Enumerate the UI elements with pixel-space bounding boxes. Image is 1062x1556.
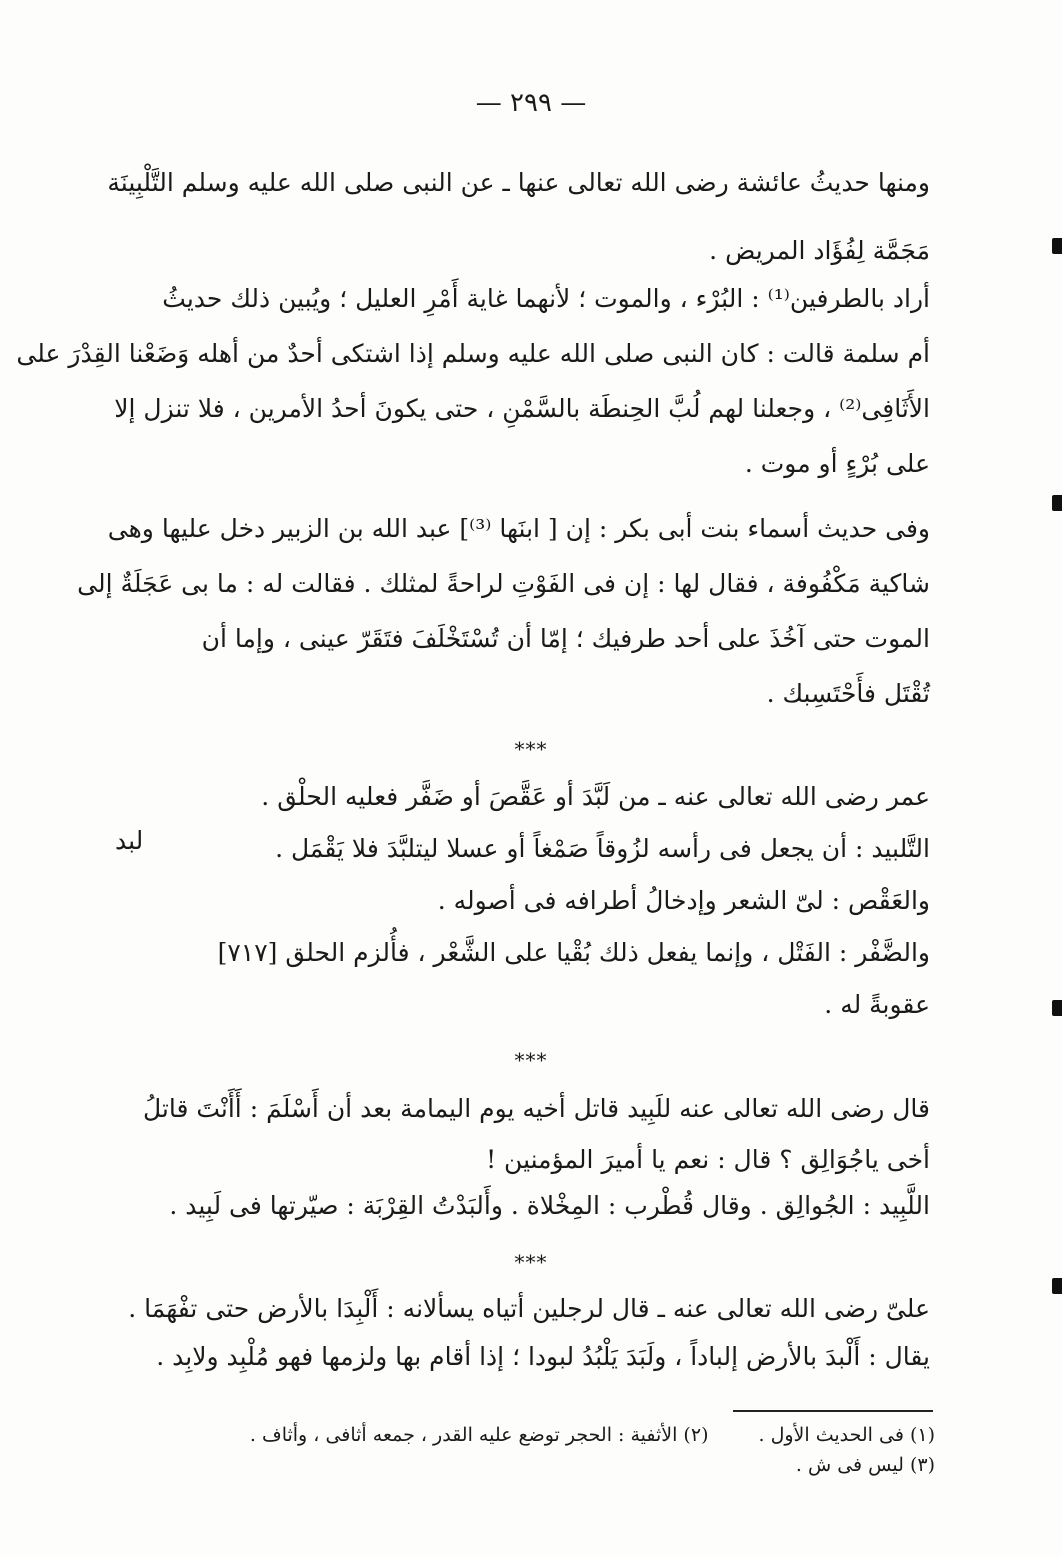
paragraph-asma-hadith [77,512,930,711]
paragraph-labid [142,1092,930,1223]
text-line: على بُرْءٍ أو موت . [744,449,930,478]
text-line: اللَّبِيد : الجُوالِق . وقال قُطْرب : المِخْلاة . وأَلبَدْتُ القِرْبَة : صيّرتها فى لَبِيد . [169,1191,930,1220]
footnote-rule [733,1410,933,1412]
text-line: عقوبةً له . [824,990,930,1019]
paragraph-aisha-hadith [107,166,930,268]
paragraph-ali-albida [128,1292,930,1374]
text-line: وفى حديث أسماء بنت أبى بكر : إن [ ابنَها ⁽³⁾] عبد الله بن الزبير دخل عليها وهى [107,514,930,543]
scan-edge-mark [1052,1278,1062,1294]
page-number: — ٢٩٩ — [475,88,587,118]
section-separator: *** [514,1250,548,1274]
text-line: يقال : أَلْبدَ بالأرض إلباداً ، ولَبَدَ يَلْبُدُ لبودا ؛ إذا أقام بها ولزمها فهو مُلْبِد ولابِد . [156,1342,930,1371]
text-line: الموت حتى آخُذَ على أحد طرفيك ؛ إمّا أن تُسْتَخْلَفَ فتَقَرّ عينى ، وإما أن [201,624,930,653]
footnote-2: (٢) الأثفية : الحجر توضع عليه القدر ، جمعه أثافى ، وأثاف . [249,1424,709,1446]
footnotes [190,1420,935,1480]
text-line: علىّ رضى الله تعالى عنه ـ قال لرجلين أتياه يسألانه : أَلْبِدَا بالأرض حتى تفْهَمَا . [128,1294,930,1323]
footnote-1: (١) فى الحديث الأول . [758,1424,935,1446]
paragraph-tarafayn-explanation [16,282,930,481]
text-line: التَّلبيد : أن يجعل فى رأسه لزُوقاً صَمْغاً أو عسلا ليتلبَّدَ فلا يَقْمَل . [275,834,930,863]
text-line: تُقْتَل فأَحْتَسِبك . [766,679,930,708]
text-line: أراد بالطرفين⁽¹⁾ : البُرْء ، والموت ؛ لأنهما غاية أَمْرِ العليل ؛ ويُبين ذلك حديثُ [162,284,930,313]
margin-keyword: لبد [115,826,144,855]
text-line: عمر رضى الله تعالى عنه ـ من لَبَّدَ أو عَقَّصَ أو ضَفَّر فعليه الحلْق . [261,782,930,811]
text-line: الأَثَافِى⁽²⁾ ، وجعلنا لهم لُبَّ الحِنطَة بالسَّمْنِ ، حتى يكونَ أحدُ الأمرين ، فلا تنزل إلا [114,394,930,423]
text-line: والعَقْص : لىّ الشعر وإدخالُ أطرافه فى أصوله . [437,886,930,915]
text-line: شاكية مَكْفُوفة ، فقال لها : إن فى الفَوْتِ لراحةً لمثلك . فقالت له : ما بى عَجَلَةٌ إلى [77,569,930,598]
scan-edge-mark [1052,238,1062,254]
footnote-line [190,1420,935,1450]
section-separator: *** [514,737,548,761]
section-separator: *** [514,1048,548,1072]
text-line: ومنها حديثُ عائشة رضى الله تعالى عنها ـ عن النبى صلى الله عليه وسلم التَّلْبِينَة [107,168,930,197]
text-line: مَجَمَّة لِفُؤَاد المريض . [709,236,930,265]
text-line: قال رضى الله تعالى عنه للَبِيد قاتل أخيه يوم اليمامة بعد أن أَسْلَمَ : أَأَنْتَ قاتلُ [142,1094,930,1123]
scan-edge-mark [1052,495,1062,511]
text-line: أخى ياجُوَالِق ؟ قال : نعم يا أميرَ المؤمنين ! [486,1145,930,1174]
paragraph-umar-talbid [190,780,930,1022]
text-line: والضَّفْر : الفَتْل ، وإنما يفعل ذلك بُقْيا على الشَّعْر ، فأُلزم الحلق [٧١٧] [217,938,930,967]
text-line: أم سلمة قالت : كان النبى صلى الله عليه وسلم إذا اشتكى أحدٌ من أهله وَضَعْنا القِدْرَ على [16,339,930,368]
footnote-3: (٣) ليس فى ش . [795,1454,935,1476]
scan-edge-mark [1052,1000,1062,1016]
